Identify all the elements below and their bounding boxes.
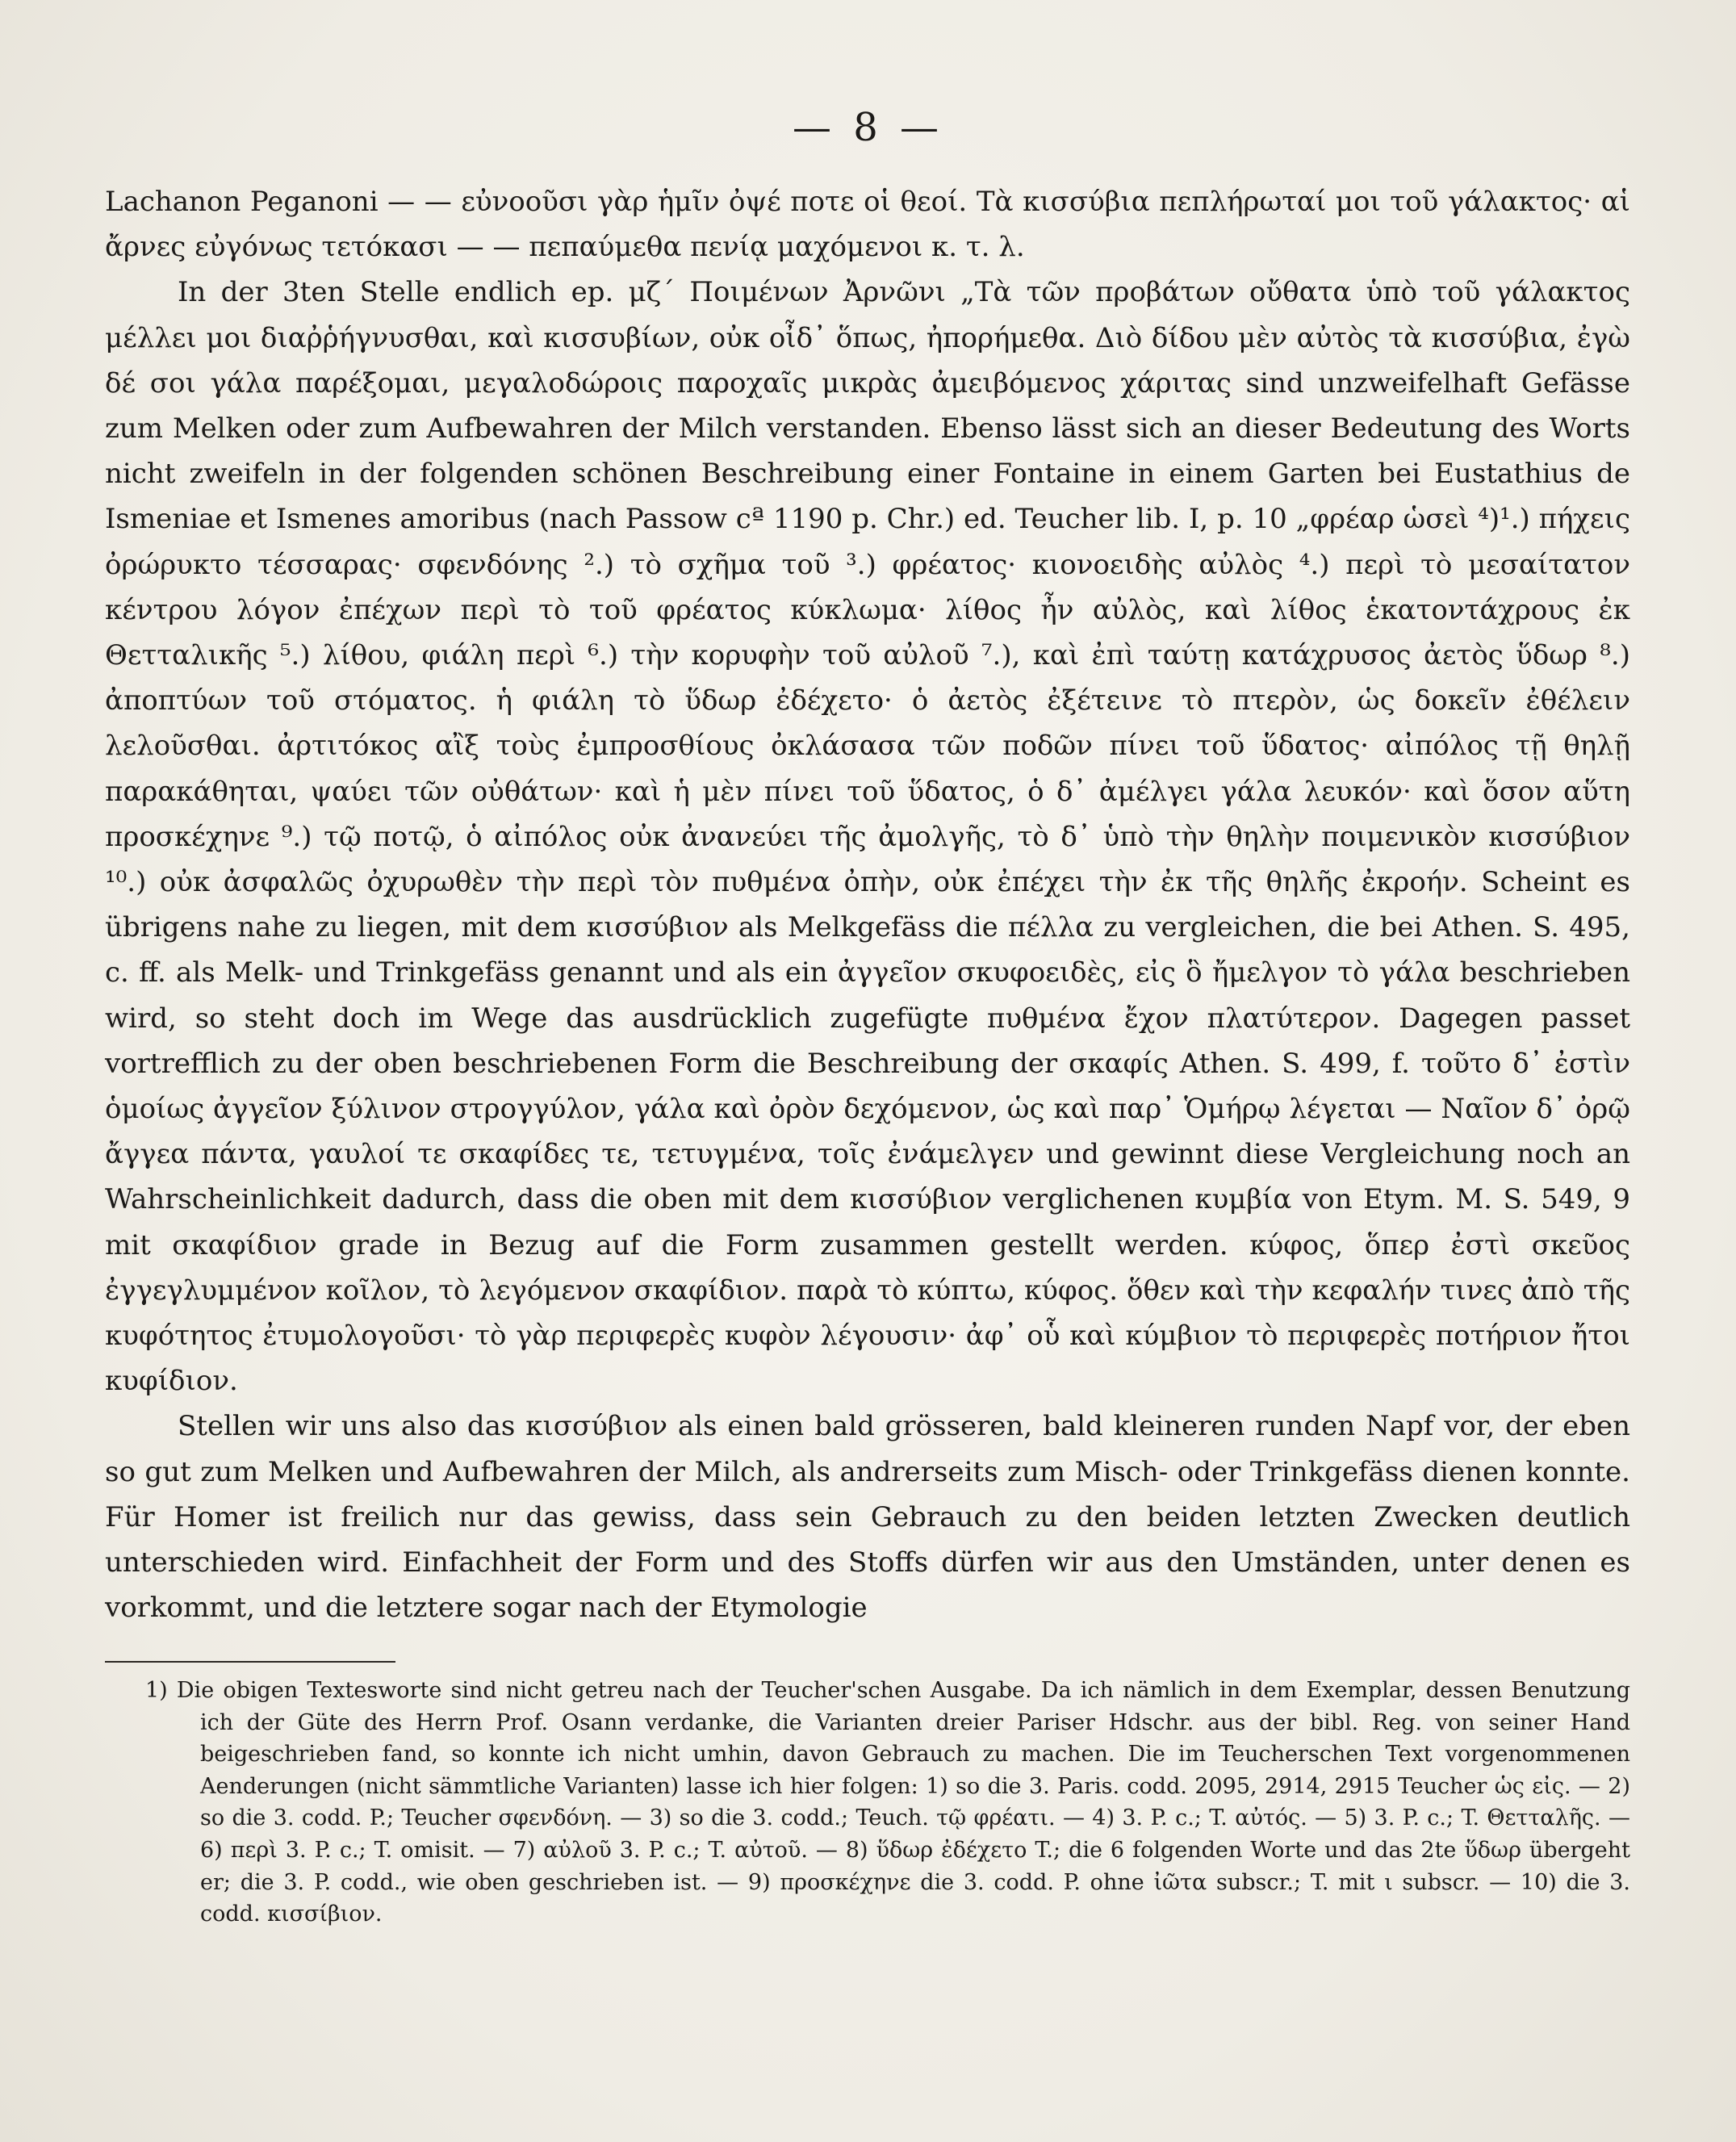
paragraph: Lachanon Peganoni — — εὐνοοῦσι γὰρ ἡμῖν ὀψέ ποτε οἱ θεοί. Τὰ κισσύβια πεπλήρωταί μοι τοῦ γάλακτος· αἱ ἄρνες εὐγόνως τετόκασι — — πεπαύμεθα πενίᾳ μαχόμενοι κ. τ. λ. xyxy=(105,186,1630,264)
paragraph: Stellen wir uns also das κισσύβιον als einen bald grösseren, bald kleineren runden Napf vor, der eben so gut zum Melken und Aufbewahren der Milch, als andrerseits zum Misch- oder Trinkgefäss dienen konnte. Für Homer ist freilich nur das gewiss, dass sein Gebrauch zu den beiden letzten Zwecken deutlich unterschieden wird. Einfachheit der Form und des Stoffs dürfen wir aus den Umständen, unter denen es vorkommt, und die letztere sogar nach der Etymologie xyxy=(105,1410,1630,1625)
paragraph: In der 3ten Stelle endlich ep. μζ΄ Ποιμένων Ἀρνῶνι „Τὰ τῶν προβάτων οὔθατα ὑπὸ τοῦ γάλακτος μέλλει μοι διαῤῥήγνυσθαι, καὶ κισσυβίων, οὐκ οἶδ᾽ ὅπως, ἠπορήμεθα. Διὸ δίδου μὲν αὐτὸς τὰ κισσύβια, ἐγὼ δέ σοι γάλα παρέξομαι, μεγαλοδώροις παροχαῖς μικρὰς ἀμειβόμενος χάριτας sind unzweifelhaft Gefässe zum Melken oder zum Aufbewahren der Milch verstanden. Ebenso lässt sich an dieser Bedeutung des Worts nicht zweifeln in der folgenden schönen Beschreibung einer Fontaine in einem Garten bei Eustathius de Ismeniae et Ismenes amoribus (nach Passow cª 1190 p. Chr.) ed. Teucher lib. I, p. 10 „φρέαρ ὡσεὶ ⁴)¹.) πήχεις ὀρώρυκτο τέσσαρας· σφενδόνης ².) τὸ σχῆμα τοῦ ³.) φρέατος· κιονοειδὴς αὐλὸς ⁴.) περὶ τὸ μεσαίτατον κέντρου λόγον ἐπέχων περὶ τὸ τοῦ φρέατος κύκλωμα· λίθος ἦν αὐλὸς, καὶ λίθος ἑκατοντάχρους ἐκ Θετταλικῆς ⁵.) λίθου, φιάλη περὶ ⁶.) τὴν κορυφὴν τοῦ αὐλοῦ ⁷.), καὶ ἐπὶ ταύτῃ κατάχρυσος ἀετὸς ὕδωρ ⁸.) ἀποπτύων τοῦ στόματος. ἡ φιάλη τὸ ὕδωρ ἐδέχετο· ὁ ἀετὸς ἐξέτεινε τὸ πτερὸν, ὡς δοκεῖν ἐθέλειν λελοῦσθαι. ἀρτιτόκος αἲξ τοὺς ἐμπροσθίους ὀκλάσασα τῶν ποδῶν πίνει τοῦ ὕδατος· αἰπόλος τῇ θηλῇ παρακάθηται, ψαύει τῶν οὐθάτων· καὶ ἡ μὲν πίνει τοῦ ὕδατος, ὁ δ᾽ ἀμέλγει γάλα λευκόν· καὶ ὅσον αὕτη προσκέχηνε ⁹.) τῷ ποτῷ, ὁ αἰπόλος οὐκ ἀνανεύει τῆς ἀμολγῆς, τὸ δ᾽ ὑπὸ τὴν θηλὴν ποιμενικὸν κισσύβιον ¹⁰.) οὐκ ἀσφαλῶς ὀχυρωθὲν τὴν περὶ τὸν πυθμένα ὀπὴν, οὐκ ἐπέχει τὴν ἐκ τῆς θηλῆς ἐκροήν. Scheint es übrigens nahe zu liegen, mit dem κισσύβιον als Melkgefäss die πέλλα zu vergleichen, die bei Athen. S. 495, c. ff. als Melk- und Trinkgefäss genannt und als ein ἀγγεῖον σκυφοειδὲς, εἰς ὃ ἤμελγον τὸ γάλα beschrieben wird, so steht doch im Wege das ausdrücklich zugefügte πυθμένα ἔχον πλατύτερον. Dagegen passet vortrefflich zu der oben beschriebenen Form die Beschreibung der σκαφίς Athen. S. 499, f. τοῦτο δ᾽ ἐστὶν ὁμοίως ἀγγεῖον ξύλινον στρογγύλον, γάλα καὶ ὀρὸν δεχόμενον, ὡς καὶ παρ᾽ Ὁμήρῳ λέγεται — Ναῖον δ᾽ ὀρῷ ἄγγεα πάντα, γαυλοί τε σκαφίδες τε, τετυγμένα, τοῖς ἐνάμελγεν und gewinnt diese Vergleichung noch an Wahrscheinlichkeit dadurch, dass die oben mit dem κισσύβιον verglichenen κυμβία von Etym. M. S. 549, 9 mit σκαφίδιον grade in Bezug auf die Form zusammen gestellt werden. κύφος, ὅπερ ἐστὶ σκεῦος ἐγγεγλυμμένον κοῖλον, τὸ λεγόμενον σκαφίδιον. παρὰ τὸ κύπτω, κύφος. ὅθεν καὶ τὴν κεφαλήν τινες ἀπὸ τῆς κυφότητος ἐτυμολογοῦσι· τὸ γὰρ περιφερὲς κυφὸν λέγουσιν· ἀφ᾽ οὗ καὶ κύμβιον τὸ περιφερὲς ποτήριον ἤτοι κυφίδιον. xyxy=(105,276,1630,1398)
main-text xyxy=(105,179,1630,1631)
page-number: — 8 — xyxy=(792,105,944,150)
footnote: 1) Die obigen Texteswortе sind nicht getreu nach der Teucher'schen Ausgabe. Da ich nämlich in dem Exemplar, dessen Benutzung ich der Güte des Herrn Prof. Osann verdanke, die Varianten dreier Pariser Hdschr. aus der bibl. Reg. von seiner Hand beigeschrieben fand, so konnte ich nicht umhin, davon Gebrauch zu machen. Die im Teucherschen Text vorgenommenen Aenderungen (nicht sämmtliche Varianten) lasse ich hier folgen: 1) so die 3. Paris. codd. 2095, 2914, 2915 Teucher ὡς εἰς. — 2) so die 3. codd. P.; Teucher σφενδόνη. — 3) so die 3. codd.; Teuch. τῷ φρέατι. — 4) 3. P. c.; T. αὐτός. — 5) 3. P. c.; T. Θετταλῆς. — 6) περὶ 3. P. c.; T. omisit. — 7) αὐλοῦ 3. P. c.; T. αὐτοῦ. — 8) ὕδωρ ἐδέχετο T.; die 6 folgenden Worte und das 2te ὕδωρ übergeht er; die 3. P. codd., wie oben geschrieben ist. — 9) προσκέχηνε die 3. codd. P. ohne ἰῶτα subscr.; T. mit ι subscr. — 10) die 3. codd. κισσίβιον. xyxy=(145,1678,1630,1927)
footnote-separator xyxy=(105,1661,395,1663)
footnotes xyxy=(105,1675,1630,1931)
